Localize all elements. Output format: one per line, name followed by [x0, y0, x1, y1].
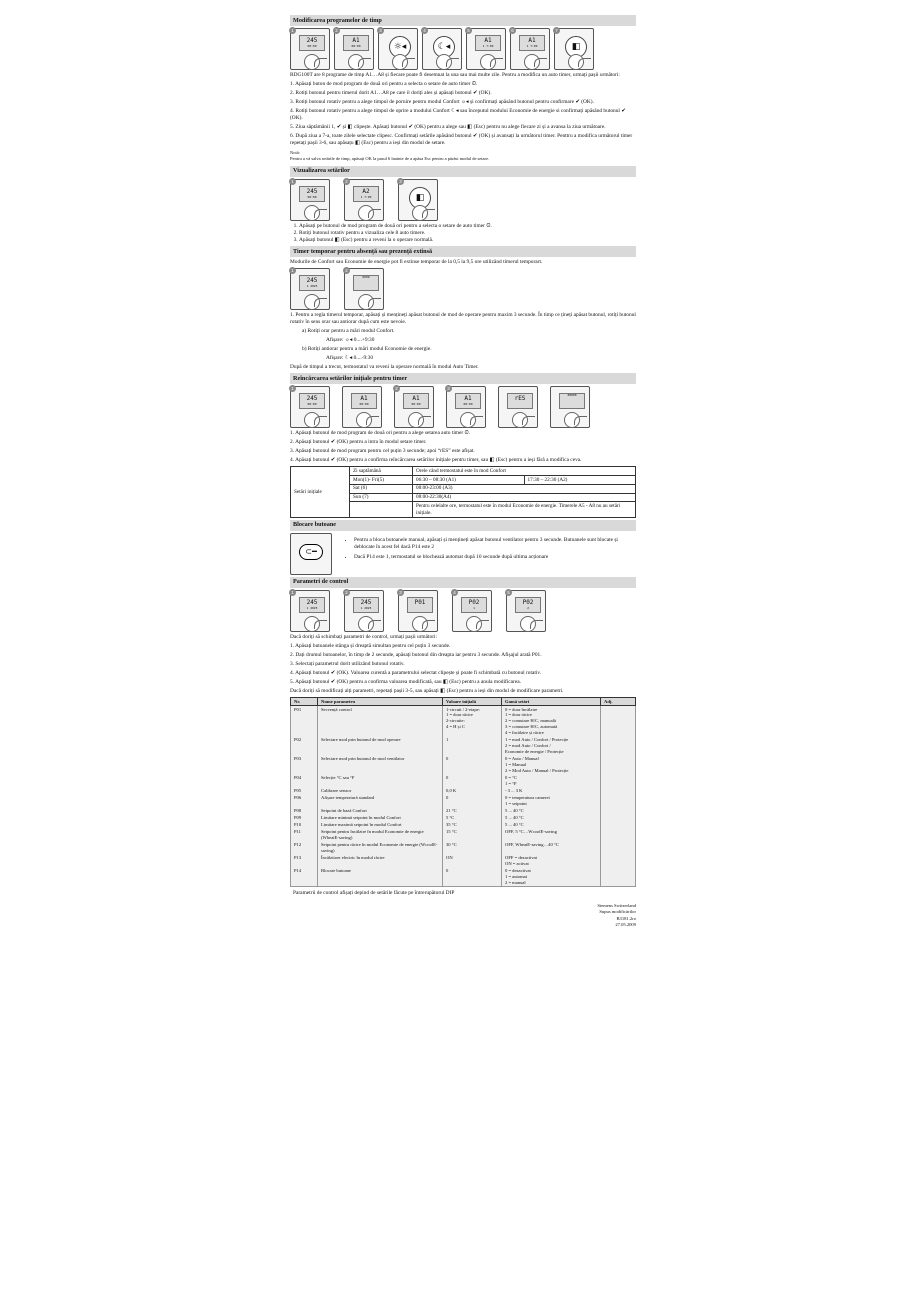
thermostat-display: [343, 35, 369, 51]
step: 1. Apăsați pe butonul de mod program de două ori pentru a selecta o setare de auto timer ⏲.: [299, 223, 636, 230]
thermostat-illustration: [378, 28, 418, 70]
th-name: Nume parametru: [318, 698, 443, 706]
display-subvalue: 1: [473, 605, 475, 610]
table-row: [291, 775, 636, 788]
steps-6: [290, 643, 636, 686]
display-value: A1: [412, 395, 420, 403]
step-number-badge: 2: [333, 27, 340, 34]
display-subvalue: 1 7:00: [482, 44, 494, 49]
button-symbol-icon: ☾◂: [433, 36, 455, 58]
step-number-badge: 3: [377, 27, 384, 34]
hand-icon: [476, 620, 489, 629]
cell-nr: P03: [291, 756, 318, 775]
hand-icon: [470, 416, 483, 425]
cell-init: 35 °C: [443, 821, 502, 828]
cell-nr: P09: [291, 814, 318, 821]
display-subvalue: 08:00: [411, 402, 421, 407]
cell-adj: [601, 814, 636, 821]
thermostat-illustration: [422, 28, 462, 70]
hand-icon: [534, 58, 547, 67]
hand-icon: [418, 416, 431, 425]
button-symbol-icon: ◧: [409, 187, 431, 209]
display-subvalue: 1 2025: [306, 605, 318, 610]
step-number-badge: 6: [509, 27, 516, 34]
cell-range: OFF, WheatE-saving…40 °C: [502, 841, 601, 854]
thermostat-display: [475, 35, 501, 51]
section-title-time-programs: Modificarea programelor de timp: [290, 15, 636, 26]
cell-range: 0 = Auto / Manual 1 = Manual 2 = Mod Auto / Manual / Protecție: [502, 756, 601, 775]
step: 3. Selectați parametrul dorit utilizând butonul rotativ.: [290, 660, 405, 667]
table-row: [291, 706, 636, 737]
sub-steps: [290, 328, 636, 362]
row-label: Setări inițiale: [291, 467, 350, 518]
cell-empty: [350, 502, 413, 518]
display-value: A1: [352, 37, 360, 45]
key-icon: ⊂━: [299, 544, 323, 560]
display-subvalue: 2: [527, 605, 529, 610]
cell-adj: [601, 808, 636, 815]
cell-range: 5 ... 40 °C: [502, 821, 601, 828]
cell-nr: P04: [291, 775, 318, 788]
display-subvalue: 08:00: [351, 44, 361, 49]
cell-range: 0 = °C 1 = °F: [502, 775, 601, 788]
cell-range: OFF, 5 °C…WcoolE-saving: [502, 828, 601, 841]
cell-nr: P14: [291, 867, 318, 886]
outro-text: După de timpul a trecut, termostatul va reveni la operare normală în modul Auto Timer.: [290, 364, 479, 371]
cell-init: 1: [443, 737, 502, 756]
intro-text: Modurile de Confort sau Economie de energie pot fi extinse temporar de la 0,5 la 9,5 ore utilizând timerul temporart.: [290, 259, 543, 266]
thermostat-display: [403, 393, 429, 409]
parameters-table: [290, 697, 636, 887]
cell-init: 15 °C: [443, 828, 502, 841]
cell-name: Selecție °C sau °F: [318, 775, 443, 788]
hand-icon: [446, 58, 459, 67]
cell-init: 30 °C: [443, 841, 502, 854]
note-text: Pentru a vă salva setările de timp, apăsați OK la pasul 6 înainte de a apăsa Esc pentru a părăsi modul de setare.: [290, 156, 490, 162]
cell-range: 5 ... 40 °C: [502, 808, 601, 815]
cell-nr: P08: [291, 808, 318, 815]
table-row: [291, 737, 636, 756]
step-number-badge: 2: [343, 589, 350, 596]
step: 3. Rotiți butonul rotativ pentru a alege timpul de pornire pentru modul Confort ☼◂ și confirmați apăsând butonul pentru confirmare ✔ (OK).: [290, 99, 594, 106]
display-value: P01: [414, 598, 426, 606]
display-value: A1: [484, 37, 492, 45]
cell-name: Secvență control: [318, 706, 443, 737]
cell-adj: [601, 828, 636, 841]
device-strip-2: [290, 179, 636, 221]
cell-name: Setpoint de bază Confort: [318, 808, 443, 815]
sub-step-b: b) Rotiți antiorar pentru a mări modul Economie de energie.: [302, 346, 432, 353]
thermostat-display: [299, 35, 325, 51]
thermostat-display: [299, 597, 325, 613]
hand-icon: [422, 209, 435, 218]
cell-nr: P13: [291, 854, 318, 867]
steps-4: [290, 430, 636, 464]
step: 4. Apăsați butonul ✔ (OK). Valoarea curentă a parametrului selectat clipește și poate fi schimbată cu butonul rotativ.: [290, 670, 542, 676]
outro-text: Dacă doriți să modificați alți parametri, repetați pașii 3-5, sau apăsați ◧ (Esc) pentru a ieși din modul de modificare parametri.: [290, 688, 564, 695]
cell-time: 08:00-22:30(A4): [413, 493, 636, 502]
cell-init: 0: [443, 756, 502, 775]
display-value: 245: [306, 598, 318, 606]
document-page: [290, 15, 636, 928]
section-title-control-params: Parametri de control: [290, 577, 636, 588]
thermostat-display: [299, 186, 325, 202]
thermostat-display: [407, 597, 433, 613]
display-value: A1: [360, 395, 368, 403]
display-subvalue: 1 7:00: [526, 44, 538, 49]
cell-adj: [601, 841, 636, 854]
section-title-view-settings: Vizualizarea setărilor: [290, 166, 636, 177]
doc-number: B3181.2ro: [616, 915, 636, 921]
hand-icon: [522, 416, 535, 425]
display-subvalue: 08:00: [463, 402, 473, 407]
step: 5. Apăsați butonul ✔ (OK) pentru a confirma valoarea modificată, sau ◧ (Esc) pentru a anula modificarea.: [290, 679, 521, 686]
cell-adj: [601, 706, 636, 737]
sub-step-a: a) Rotiți orar pentru a mări modul Confort.: [302, 328, 395, 335]
cell-other: Pentru celelalte ore, termostatul este în modul Economie de energie. Timerele A5 - A8 nu au setări inițiale.: [413, 502, 636, 518]
step: 1. Pentru a regla timerul temporar, apăsați și mențineți apăsat butonul de mod de operare pentru maxim 3 secunde. În timp ce țineți apăsat butonul, rotiți butonul rotativ în sens orar sau antiorar după cum este nevoie.: [290, 312, 636, 326]
hand-icon: [402, 58, 415, 67]
step: 1. Apăsați butoanele stânga și dreaptă simultan pentru cel puțin 3 secunde.: [290, 642, 451, 649]
step: 4. Rotiți butonul rotativ pentru a alege timpul de oprire a modului Confort ☾◂ sau începutul modului Economie de energie si confirmați apăsând butonul ✔ (OK).: [290, 108, 626, 122]
step-number-badge: 5: [465, 27, 472, 34]
th-initial: Valoare inițială: [443, 698, 502, 706]
th-range: Gamă setări: [502, 698, 601, 706]
section-title-reset-timer: Reîncărcarea setărilor inițiale pentru timer: [290, 373, 636, 384]
thermostat-illustration: [290, 386, 330, 428]
thermostat-display: [353, 597, 379, 613]
display-value: A1: [528, 37, 536, 45]
cell-range: 0 = doar încălzire 1 = doar răcire 2 = comutare H/C, manuală 3 = comutare H/C, automată 4 = încălzire și răcire: [502, 706, 601, 737]
cell-day: Sun (7): [350, 493, 413, 502]
lock-row: [290, 533, 636, 575]
thermostat-display: [455, 393, 481, 409]
note: [290, 150, 636, 162]
cell-nr: P02: [291, 737, 318, 756]
footnote: Parametrii de control afișați depind de setările făcute pe întrerupătorul DIP: [293, 890, 455, 897]
header-hours: Orele când termostatul este în mod Confort: [413, 467, 636, 476]
button-symbol-icon: ☼◂: [389, 36, 411, 58]
hand-icon: [314, 298, 327, 307]
step-number-badge: 1: [289, 178, 296, 185]
cell-init: ON: [443, 854, 502, 867]
thermostat-illustration: [452, 590, 492, 632]
section-title-button-lock: Blocare butoane: [290, 520, 636, 531]
display-value: 245: [306, 395, 318, 403]
thermostat-display: [507, 393, 533, 409]
thermostat-display: [353, 186, 379, 202]
thermostat-illustration: [344, 179, 384, 221]
table-row: [291, 841, 636, 854]
device-strip-4: [290, 386, 636, 428]
thermostat-illustration: [290, 179, 330, 221]
bullet: • Dacă P14 este 1, termostatul se blochează automat după 10 secunde după ultima acționare: [354, 554, 636, 561]
hand-icon: [358, 58, 371, 67]
thermostat-illustration: [466, 28, 506, 70]
display-value: A2: [362, 187, 370, 195]
cell-range: 0 = temperatura camerei 1 = setpoint: [502, 795, 601, 808]
step-number-badge: 2: [343, 178, 350, 185]
table-row: [291, 821, 636, 828]
device-strip-6: [290, 590, 636, 632]
cell-name: Limitare maximă setpoint în modul Confort: [318, 821, 443, 828]
th-adj: Adj.: [601, 698, 636, 706]
thermostat-illustration: [398, 179, 438, 221]
cell-name: Setpoint pentru răcire în modul Economie de energie (WcoolE-saving): [318, 841, 443, 854]
cell-nr: P05: [291, 788, 318, 795]
cell-range: 0 = dezactivat 1 = automat 2 = manual: [502, 867, 601, 886]
cell-nr: P01: [291, 706, 318, 737]
step-number-badge: 1: [289, 589, 296, 596]
cell-range: 1 = mod Auto / Confort / Protecție 2 = mod Auto / Confort / Economie de energie / Protecție: [502, 737, 601, 756]
initial-settings-table: [290, 466, 636, 518]
display-subvalue: 1 7:00: [360, 194, 372, 199]
cell-name: Limitare minimă setpoint în modul Confort: [318, 814, 443, 821]
cell-range: OFF = dezactivat ON = activat: [502, 854, 601, 867]
device-strip-1: [290, 28, 636, 70]
table-row: [291, 808, 636, 815]
display-value: rES: [514, 395, 526, 403]
cell-range: - 3 ... 3 K: [502, 788, 601, 795]
cell-name: Blocare butoane: [318, 867, 443, 886]
step: 3. Apăsați butonul ◧ (Esc) pentru a reveni la o operare normală.: [299, 237, 636, 244]
hand-icon: [366, 416, 379, 425]
cell-nr: P11: [291, 828, 318, 841]
cell-name: Afișare temperatură standard: [318, 795, 443, 808]
bullet: • Pentru a bloca butoanele manual, apăsați și mențineți apăsat butonul ventilator pentru 3 secunde. Butoanele sunt blocate și deblocate în acest fel dacă P14 este 2: [354, 537, 636, 551]
cell-adj: [601, 867, 636, 886]
display-value: 245: [360, 598, 372, 606]
step: 1. Apăsați buton de mod program de două ori pentru a selecta o setare de auto timer ⏲.: [290, 81, 478, 88]
table-row: [291, 867, 636, 886]
step-number-badge: 1: [289, 27, 296, 34]
step: 6. După ziua a 7-a, toate zilele selectate clipesc. Confirmați setările apăsând butonul ✔ (OK) și avansați la următorul timer. Penttru a modifica următorul timer repetați pașii 3-6, sau apăsațu ◧ (Esc) pentru a ieși din modul de setare.: [290, 133, 633, 147]
step-number-badge: 2: [393, 385, 400, 392]
hand-icon: [490, 58, 503, 67]
step-number-badge: 1: [289, 385, 296, 392]
step: 4. Apăsați butonul ✔ (OK) pentru a confirma reîncărcarea setărilor inițiale pentru timer, sau ◧ (Esc) pentru a ieși fără a modifica ceva.: [290, 457, 582, 464]
thermostat-display: [515, 597, 541, 613]
cell-adj: [601, 775, 636, 788]
step-number-badge: 7: [553, 27, 560, 34]
doc-date: 27.05.2009: [615, 921, 636, 927]
cell-day: Sat (6): [350, 484, 413, 493]
cell-init: 0: [443, 775, 502, 788]
thermostat-illustration: [394, 386, 434, 428]
hand-icon: [422, 620, 435, 629]
table-row: [291, 828, 636, 841]
thermostat-display: [299, 393, 325, 409]
step-number-badge: 4: [421, 27, 428, 34]
step-number-badge: 3: [397, 178, 404, 185]
display-subvalue: 08:00: [359, 402, 369, 407]
step: 5. Ziua săptămânii 1, ✔ și ◧ clipește. Apăsați butonul ✔ (OK) pentru a alege sau ◧ (Esc) pentru nu alege fiecare zi și a avansa la ziua următoare.: [290, 124, 606, 131]
step: 1. Apăsați butonul de mod program de două ori pentru a alege setarea auto timer ⏲.: [290, 430, 471, 437]
thermostat-illustration: [398, 590, 438, 632]
subject-to-change: Supus modificărilor: [599, 909, 636, 915]
step: 2. Dați drumul butoanelor, în timp de 2 secunde, apăsați butonul din dreapta iar pentru 3 secunde. Afișajul arată P01.: [290, 651, 542, 658]
cell-adj: [601, 756, 636, 775]
table-row: [291, 814, 636, 821]
table-row: [291, 795, 636, 808]
th-nr: Nr.: [291, 698, 318, 706]
cell-nr: P06: [291, 795, 318, 808]
hand-icon: [368, 209, 381, 218]
cell-init: 5 °C: [443, 814, 502, 821]
steps-1: [290, 81, 636, 147]
step: 2. Rotiți butonul pentru timerul dorit A1…A8 pe care il doriți ales și apăsați butonul ✔ (OK).: [290, 90, 492, 97]
cell-name: Selectare mod prin butonul de mod operare: [318, 737, 443, 756]
display-value: A1: [464, 395, 472, 403]
thermostat-display: [559, 393, 585, 409]
display-value: P02: [522, 598, 534, 606]
hand-icon: [314, 416, 327, 425]
hand-icon: [368, 620, 381, 629]
cell-name: Selectare mod prin butonul de mod ventilator: [318, 756, 443, 775]
hand-icon: [578, 58, 591, 67]
thermostat-display: [461, 597, 487, 613]
cell-init: 0: [443, 795, 502, 808]
step: 2. Rotiți butonul rotativ pentru a vizualiza cele 8 auto timere.: [299, 230, 636, 237]
hand-icon: [530, 620, 543, 629]
section-title-temp-timer: Timer temporar pentru absență sau prezență extinsă: [290, 246, 636, 257]
cell-adj: [601, 795, 636, 808]
step-number-badge: 2: [343, 267, 350, 274]
thermostat-illustration: [446, 386, 486, 428]
display-subvalue: 0000: [362, 275, 370, 280]
cell-day: Mon(1)- Fri(5): [350, 476, 413, 485]
thermostat-illustration: [506, 590, 546, 632]
table-row: [291, 756, 636, 775]
table-row: [291, 854, 636, 867]
thermostat-display: [519, 35, 545, 51]
display-a: Afișare: ☼◂ 0....+9:30: [326, 337, 375, 344]
thermostat-illustration: [510, 28, 550, 70]
cell-nr: P12: [291, 841, 318, 854]
display-subvalue: 08:00: [307, 194, 317, 199]
note-label: Notă:: [290, 150, 300, 156]
cell-adj: [601, 788, 636, 795]
cell-init: 0: [443, 867, 502, 886]
display-subvalue: 1 2025: [306, 284, 318, 289]
step: 2. Apăsați butonul ✔ (OK) pentru a intra în modul setare timer.: [290, 439, 427, 446]
hand-icon: [314, 209, 327, 218]
thermostat-display: [351, 393, 377, 409]
display-subvalue: 08:00: [307, 44, 317, 49]
steps-2: [290, 223, 636, 244]
hand-icon: [368, 298, 381, 307]
hand-icon: [314, 620, 327, 629]
thermostat-illustration: [290, 268, 330, 310]
hand-icon: [574, 416, 587, 425]
cell-init: 0,0 K: [443, 788, 502, 795]
cell-time: 17:30 – 22:30 (A2): [524, 476, 636, 485]
thermostat-illustration: [290, 590, 330, 632]
cell-name: Încălzitoer electric în modul răcire: [318, 854, 443, 867]
cell-adj: [601, 854, 636, 867]
thermostat-display: [353, 275, 379, 291]
cell-range: 5 ... 40 °C: [502, 814, 601, 821]
thermostat-illustration: [344, 590, 384, 632]
display-value: 245: [306, 37, 318, 45]
step-number-badge: 3: [445, 385, 452, 392]
table-row: [291, 788, 636, 795]
thermostat-illustration: [554, 28, 594, 70]
key-lock-icon: [290, 533, 332, 575]
cell-name: Calibrare senzor: [318, 788, 443, 795]
signature: [290, 903, 636, 928]
cell-init: 21 °C: [443, 808, 502, 815]
cell-nr: P10: [291, 821, 318, 828]
hand-icon: [314, 58, 327, 67]
cell-name: Setpoint pentru încălzire în modul Economie de energie (WheatE-saving): [318, 828, 443, 841]
step-number-badge: 3: [397, 589, 404, 596]
thermostat-illustration: [498, 386, 538, 428]
company: Siemens Switzerland: [597, 903, 636, 909]
step: 3. Apăsați butonul de mod program pentru cel puțin 3 secunde; apoi “rES” este afișat.: [290, 448, 475, 455]
cell-adj: [601, 821, 636, 828]
thermostat-illustration: [334, 28, 374, 70]
cell-init: 1-circuit / 2-etape: 1 = doar răcire 2-circuite: 4 = H și C: [443, 706, 502, 737]
step-number-badge: 5: [505, 589, 512, 596]
display-value: P02: [468, 598, 480, 606]
intro-text: Dacă doriți să schimbați parametri de control, urmați pașii următori:: [290, 633, 437, 640]
display-subvalue: 1 2025: [360, 605, 372, 610]
display-value: 245: [306, 277, 318, 285]
header-day: Zi saptămână: [350, 467, 413, 476]
step-number-badge: 4: [451, 589, 458, 596]
display-subvalue: 88888: [567, 393, 577, 398]
thermostat-illustration: [550, 386, 590, 428]
thermostat-illustration: [344, 268, 384, 310]
thermostat-display: [299, 275, 325, 291]
display-b: Afișare: ☾◂ 0....-9:30: [326, 355, 374, 362]
display-subvalue: 08:00: [307, 402, 317, 407]
step-number-badge: 1: [289, 267, 296, 274]
button-symbol-icon: ◧: [565, 36, 587, 58]
thermostat-illustration: [342, 386, 382, 428]
display-value: 245: [306, 187, 318, 195]
device-strip-3: [290, 268, 636, 310]
intro-text: RDG100T are 8 programe de timp A1…A8 și fiecare poate fi desemnat la una sau mai multe zile. Pentru a modifica un auto timer, urmați pașii următori:: [290, 72, 620, 79]
cell-time: 06:30 – 08:30 (A1): [413, 476, 525, 485]
thermostat-illustration: [290, 28, 330, 70]
cell-adj: [601, 737, 636, 756]
cell-time: 08:00-23:00 (A3): [413, 484, 636, 493]
